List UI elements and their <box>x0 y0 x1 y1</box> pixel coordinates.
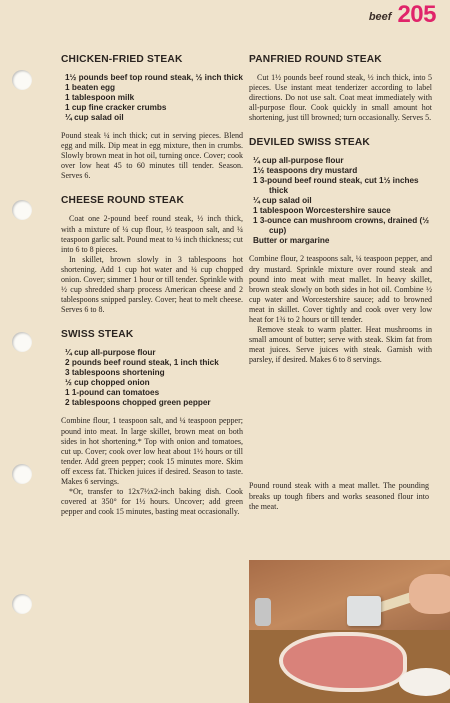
recipe-title: CHICKEN-FRIED STEAK <box>61 54 183 65</box>
recipe-directions: Pound steak ¼ inch thick; cut in serving pieces. Blend egg and milk. Dip meat in egg mixture, then in crumbs. Slowly brown meat in hot oil, turning once. Cover; cook over low heat 45 to 60 minutes till tender. Season. Serves 6. <box>61 131 243 181</box>
recipe-title: SWISS STEAK <box>61 329 134 341</box>
ingredient: 2 tablespoons chopped green pepper <box>65 398 211 408</box>
shaker <box>255 598 271 626</box>
binder-hole <box>12 464 32 484</box>
photo-caption: Pound round steak with a meat mallet. The pounding breaks up tough fibers and works seasoned flour into the meat. <box>249 481 429 511</box>
ingredient: 1 beaten egg <box>65 83 116 92</box>
hand <box>409 574 450 614</box>
flour-bowl <box>399 668 450 696</box>
ingredient: 3 tablespoons shortening <box>65 368 165 378</box>
ingredient: 1 3-pound beef round steak, cut 1½ inches thick <box>253 176 419 196</box>
meat-mallet <box>347 596 381 626</box>
recipe-title: CHEESE ROUND STEAK <box>61 195 185 207</box>
recipe-title: DEVILED SWISS STEAK <box>249 137 370 149</box>
round-steak <box>279 632 407 692</box>
ingredient: ¼ cup all-purpose flour <box>65 348 156 358</box>
binder-hole <box>12 332 32 352</box>
steak-mallet-photo <box>249 560 450 703</box>
ingredient: 1 tablespoon Worcestershire sauce <box>253 206 391 216</box>
recipe-directions: In skillet, brown slowly in 3 tablespoons hot shortening. Add 1 cup hot water and ¼ cup chopped onion. Cover; simmer 1 hour or till tender. Sprinkle with ½ cup shredded sharp process American cheese and 2 tablespoons snipped parsley. Cover; heat to melt cheese. Serves 6 to 8. <box>61 254 243 315</box>
ingredient: 1½ teaspoons dry mustard <box>253 166 358 176</box>
right-column <box>249 54 432 366</box>
ingredient: ½ cup chopped onion <box>65 378 150 388</box>
page-number: 205 <box>397 1 436 28</box>
ingredient: 1½ pounds beef top round steak, ½ inch thick <box>65 73 243 82</box>
left-column <box>61 54 243 517</box>
binder-hole <box>12 70 32 90</box>
ingredient-list <box>61 348 243 408</box>
ingredient-list <box>61 73 243 123</box>
ingredient: ¼ cup salad oil <box>65 113 124 122</box>
recipe-directions: Coat one 2-pound beef round steak, ½ inch thick, with a mixture of ¼ cup flour, ½ teaspoon salt, and ¼ teaspoon garlic salt. Pound meat to ¼ inch thickness; cut into 6 to 8 pieces. <box>61 214 243 254</box>
ingredient: 1 cup fine cracker crumbs <box>65 103 167 112</box>
ingredient: ¼ cup salad oil <box>253 196 312 206</box>
ingredient: 1 1-pound can tomatoes <box>65 388 160 398</box>
binder-hole <box>12 200 32 220</box>
binder-hole <box>12 594 32 614</box>
ingredient: ¼ cup all-purpose flour <box>253 156 344 166</box>
ingredient: 1 tablespoon milk <box>65 93 135 102</box>
page-header <box>368 1 436 28</box>
recipe-directions: Combine flour, 2 teaspoons salt, ¼ teaspoon pepper, and dry mustard. Sprinkle mixture over round steak and pound into meat with meat mallet. In heavy skillet, brown steak slowly on both sides in hot oil. Combine ½ cup water and Worcestershire sauce; add to browned meat in skillet. Cover tightly and cook over very low heat for 1¾ to 2 hours or till tender. <box>249 254 432 325</box>
recipe-directions: Cut 1½ pounds beef round steak, ½ inch thick, into 5 pieces. Use instant meat tenderizer according to label directions. Do not use salt. Coat meat immediately with all-purpose flour. Cook quickly in small amount hot shortening, just till browned; turn occasionally. Serves 5. <box>249 73 432 123</box>
ingredient: Butter or margarine <box>253 236 330 246</box>
section-label: beef <box>368 11 392 23</box>
recipe-directions: Combine flour, 1 teaspoon salt, and ¼ teaspoon pepper; pound into meat. In large skillet, brown meat on both sides in hot shortening.* Top with onion and tomatoes, cut up. Cover; cook over low heat about 1½ hours or till tender. Add green pepper; cook 15 minutes more. Skim off excess fat. Thicken juices if desired. Season to taste. Makes 6 servings. <box>61 416 243 486</box>
ingredient: 1 3-ounce can mushroom crowns, drained (½ cup) <box>253 216 430 236</box>
recipe-title: PANFRIED ROUND STEAK <box>249 54 382 65</box>
recipe-directions: Remove steak to warm platter. Heat mushrooms in small amount of butter; serve with steak. Skim fat from meat juices. Serve juices with steak. Garnish with parsley, if desired. Makes 6 to 8 servings. <box>249 325 432 365</box>
recipe-note: *Or, transfer to 12x7½x2-inch baking dish. Cook covered at 350° for 1½ hours. Uncover; add green pepper and cook 15 minutes, basting meat occasionally. <box>61 487 243 517</box>
ingredient-list <box>249 156 432 246</box>
ingredient: 2 pounds beef round steak, 1 inch thick <box>65 358 219 368</box>
